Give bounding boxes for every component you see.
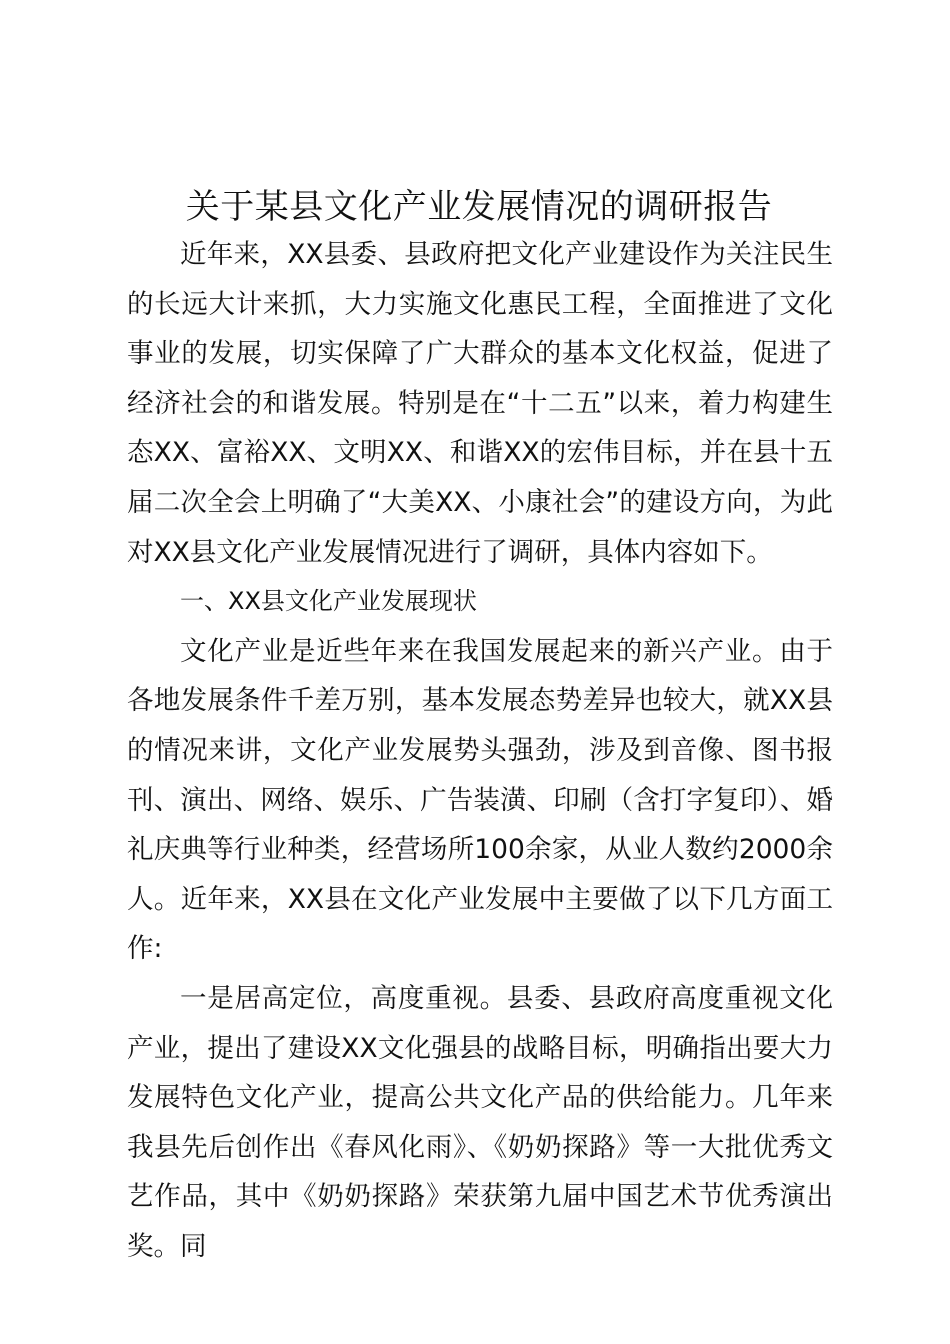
work-paragraph: 一是居高定位，高度重视。县委、县政府高度重视文化产业，提出了建设XX文化强县的战略目标，明确指出要大力发展特色文化产业，提高公共文化产品的供给能力。几年来我县先后创作出《春风化雨》、《奶奶探路》等一大批优秀文艺作品，其中《奶奶探路》荣获第九届中国艺术节优秀演出奖。同 (127, 982, 833, 1262)
document-body (127, 230, 833, 1271)
intro-paragraph: 近年来，XX县委、县政府把文化产业建设作为关注民生的长远大计来抓，大力实施文化惠民工程，全面推进了文化事业的发展，切实保障了广大群众的基本文化权益，促进了经济社会的和谐发展。特别是在“十二五”以来，着力构建生态XX、富裕XX、文明XX、和谐XX的宏伟目标，并在县十五届二次全会上明确了“大美XX、小康社会”的建设方向，为此对XX县文化产业发展情况进行了调研，具体内容如下。 (127, 239, 833, 568)
status-paragraph: 文化产业是近些年来在我国发展起来的新兴产业。由于各地发展条件千差万别，基本发展态势差异也较大，就XX县的情况来讲，文化产业发展势头强劲，涉及到音像、图书报刊、演出、网络、娱乐、广告装潢、印刷（含打字复印）、婚礼庆典等行业种类，经营场所100余家，从业人数约2000余人。近年来，XX县在文化产业发展中主要做了以下几方面工作: (127, 635, 833, 965)
section-heading: 一、XX县文化产业发展现状 (180, 587, 477, 616)
document-title: 关于某县文化产业发展情况的调研报告 (185, 187, 773, 227)
